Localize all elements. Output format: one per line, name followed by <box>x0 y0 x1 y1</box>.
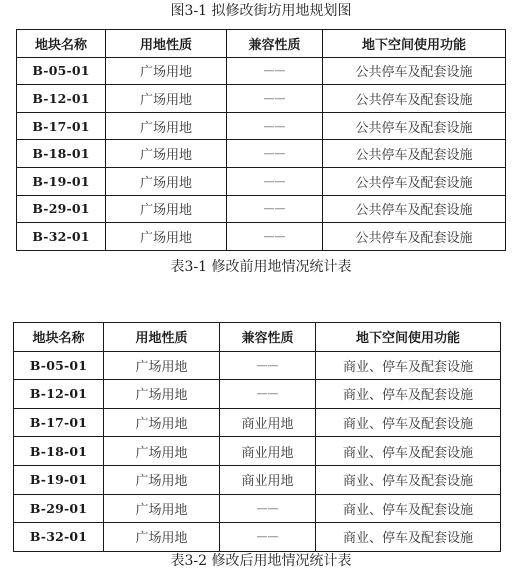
table-row <box>14 494 501 523</box>
header-parcel-name: 地块名称 <box>14 323 104 352</box>
underground-function-cell: 公共停车及配套设施 <box>323 223 506 251</box>
compatible-use-cell: —— <box>227 223 323 251</box>
compatible-use-cell: —— <box>227 57 323 85</box>
table2-caption: 表3-2 修改后用地情况统计表 <box>170 553 352 569</box>
compatible-use-cell: —— <box>220 494 316 523</box>
table-row <box>14 465 501 494</box>
parcel-code: B-19-01 <box>14 465 104 494</box>
parcel-code: B-17-01 <box>17 112 106 140</box>
land-use-cell: 广场用地 <box>104 523 220 552</box>
parcel-code: B-18-01 <box>14 437 104 466</box>
header-underground-function: 地下空间使用功能 <box>323 30 506 58</box>
underground-function-cell: 商业、停车及配套设施 <box>316 408 501 437</box>
parcel-code: B-12-01 <box>14 380 104 409</box>
underground-function-cell: 公共停车及配套设施 <box>323 57 506 85</box>
parcel-code: B-05-01 <box>14 351 104 380</box>
land-use-cell: 广场用地 <box>104 494 220 523</box>
parcel-code: B-18-01 <box>17 140 106 168</box>
land-use-cell: 广场用地 <box>106 140 227 168</box>
compatible-use-cell: —— <box>220 523 316 552</box>
land-use-cell: 广场用地 <box>106 112 227 140</box>
underground-function-cell: 商业、停车及配套设施 <box>316 494 501 523</box>
header-compatible-use: 兼容性质 <box>220 323 316 352</box>
compatible-use-cell: —— <box>227 167 323 195</box>
land-use-cell: 广场用地 <box>104 465 220 494</box>
parcel-code: B-29-01 <box>14 494 104 523</box>
land-use-cell: 广场用地 <box>104 437 220 466</box>
table-row <box>14 523 501 552</box>
parcel-code: B-32-01 <box>14 523 104 552</box>
land-use-cell: 广场用地 <box>106 195 227 223</box>
underground-function-cell: 公共停车及配套设施 <box>323 195 506 223</box>
compatible-use-cell: 商业用地 <box>220 465 316 494</box>
land-use-cell: 广场用地 <box>106 57 227 85</box>
table-row <box>17 195 506 223</box>
compatible-use-cell: —— <box>227 85 323 113</box>
figure-caption: 图3-1 拟修改街坊用地规划图 <box>170 3 352 19</box>
compatible-use-cell: —— <box>220 351 316 380</box>
table-row <box>17 85 506 113</box>
header-land-use: 用地性质 <box>106 30 227 58</box>
compatible-use-cell: —— <box>227 140 323 168</box>
table-row <box>17 112 506 140</box>
table-header-row <box>14 323 501 352</box>
land-use-cell: 广场用地 <box>106 167 227 195</box>
land-use-table-after <box>13 322 501 552</box>
land-use-cell: 广场用地 <box>104 408 220 437</box>
parcel-code: B-05-01 <box>17 57 106 85</box>
table-row <box>17 223 506 251</box>
underground-function-cell: 公共停车及配套设施 <box>323 85 506 113</box>
header-compatible-use: 兼容性质 <box>227 30 323 58</box>
land-use-cell: 广场用地 <box>106 85 227 113</box>
table-row <box>17 57 506 85</box>
compatible-use-cell: —— <box>227 112 323 140</box>
underground-function-cell: 商业、停车及配套设施 <box>316 523 501 552</box>
table-row <box>14 380 501 409</box>
compatible-use-cell: 商业用地 <box>220 437 316 466</box>
table-row <box>14 351 501 380</box>
underground-function-cell: 公共停车及配套设施 <box>323 140 506 168</box>
underground-function-cell: 商业、停车及配套设施 <box>316 465 501 494</box>
underground-function-cell: 公共停车及配套设施 <box>323 167 506 195</box>
parcel-code: B-29-01 <box>17 195 106 223</box>
compatible-use-cell: 商业用地 <box>220 408 316 437</box>
underground-function-cell: 商业、停车及配套设施 <box>316 437 501 466</box>
land-use-table-before <box>16 29 506 251</box>
parcel-code: B-32-01 <box>17 223 106 251</box>
table-row <box>17 140 506 168</box>
land-use-cell: 广场用地 <box>104 380 220 409</box>
compatible-use-cell: —— <box>220 380 316 409</box>
table-header-row <box>17 30 506 58</box>
table-row <box>17 167 506 195</box>
compatible-use-cell: —— <box>227 195 323 223</box>
header-underground-function: 地下空间使用功能 <box>316 323 501 352</box>
land-use-cell: 广场用地 <box>106 223 227 251</box>
parcel-code: B-19-01 <box>17 167 106 195</box>
underground-function-cell: 公共停车及配套设施 <box>323 112 506 140</box>
table-row <box>14 437 501 466</box>
header-parcel-name: 地块名称 <box>17 30 106 58</box>
parcel-code: B-12-01 <box>17 85 106 113</box>
table1-caption: 表3-1 修改前用地情况统计表 <box>170 259 352 275</box>
header-land-use: 用地性质 <box>104 323 220 352</box>
underground-function-cell: 商业、停车及配套设施 <box>316 380 501 409</box>
underground-function-cell: 商业、停车及配套设施 <box>316 351 501 380</box>
table-row <box>14 408 501 437</box>
parcel-code: B-17-01 <box>14 408 104 437</box>
land-use-cell: 广场用地 <box>104 351 220 380</box>
